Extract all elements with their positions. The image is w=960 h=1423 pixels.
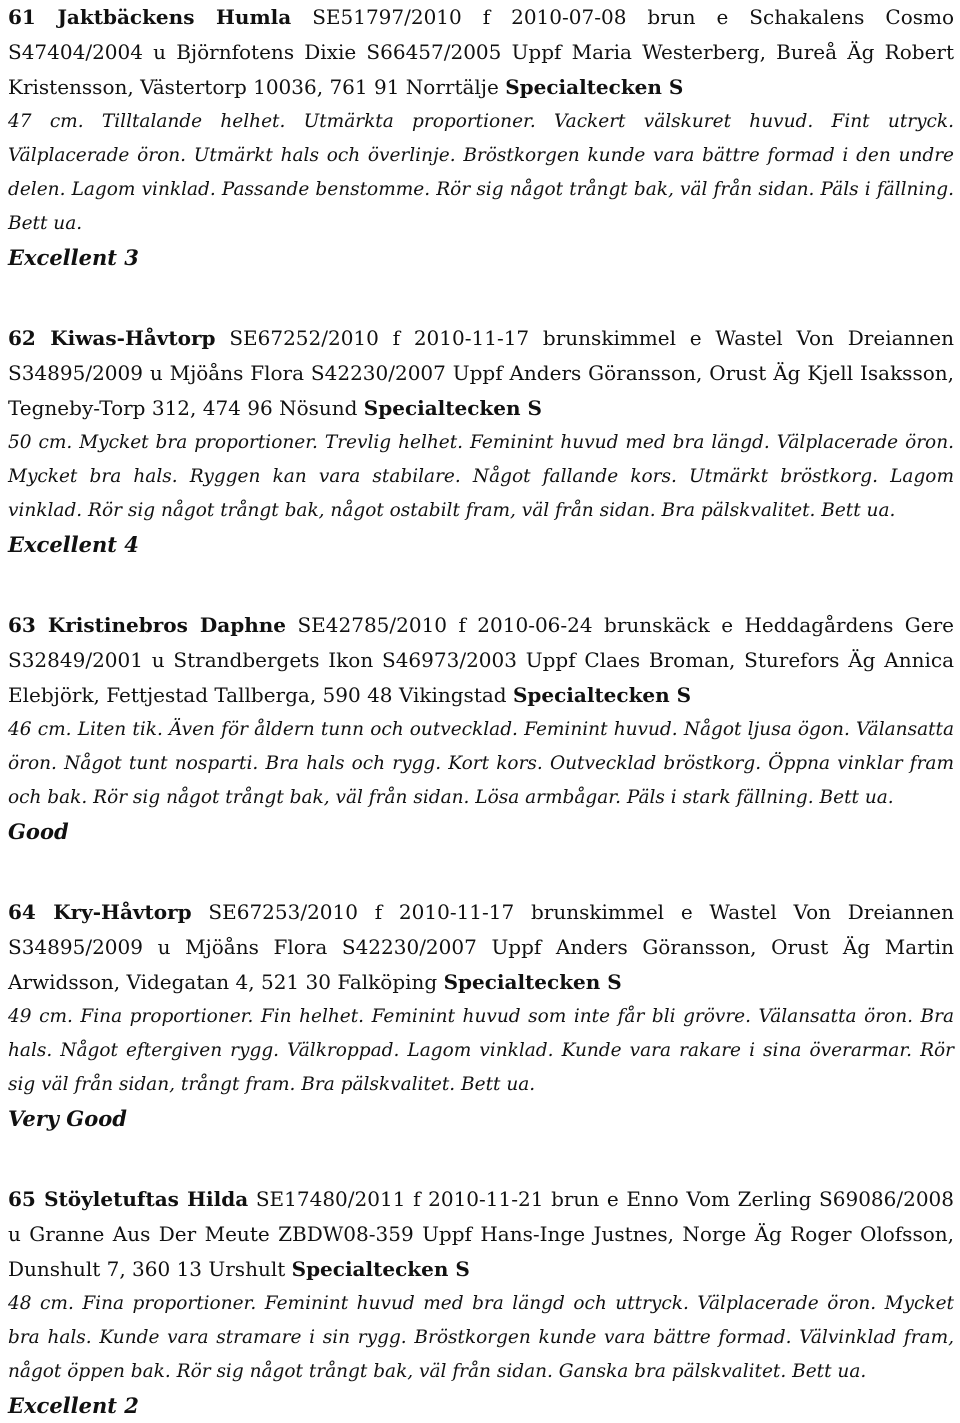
grade-label: Good — [8, 819, 69, 844]
grade-label: Excellent 3 — [8, 245, 139, 270]
catalog-number: 62 — [8, 326, 36, 350]
catalog-number: 61 — [8, 5, 36, 29]
entry-header — [8, 0, 954, 105]
dog-name: Jaktbäckens Humla — [57, 5, 292, 29]
special-mark: Specialtecken S — [443, 970, 622, 994]
critique-text: 48 cm. Fina proportioner. Feminint huvud med bra längd och uttryck. Välplacerade öron. Mycket bra hals. Kunde vara stramare i sin rygg. Bröstkorgen kunde vara bättre formad. Välvinklad fram, något öppen bak. Rör sig något trångt bak, väl från sidan. Ganska bra pälskvalitet. Bett ua. — [8, 1293, 954, 1382]
dog-name: Kry-Håvtorp — [53, 900, 192, 924]
critique-text: 46 cm. Liten tik. Även för åldern tunn och outvecklad. Feminint huvud. Något ljusa ögon. Välansatta öron. Något tunt nosparti. Bra hals och rygg. Kort kors. Outvecklad bröstkorg. Öppna vinklar fram och bak. Rör sig något trångt bak, väl från sidan. Lösa armbågar. Päls i stark fällning. Bett ua. — [8, 719, 954, 808]
registration-details: SE67253/2010 f 2010-11-17 brunskimmel e Wastel Von Dreiannen S34895/2009 u Mjöåns Flora S42230/2007 Uppf Anders Göransson, Orust Äg Martin Arwidsson, Videgatan 4, 521 30 Falköping — [8, 900, 955, 994]
critique-text: 49 cm. Fina proportioner. Fin helhet. Feminint huvud som inte får bli grövre. Välansatta öron. Bra hals. Något eftergiven rygg. Välkroppad. Lagom vinklad. Kunde vara rakare i sina överarmar. Rör sig väl från sidan, trångt fram. Bra pälskvalitet. Bett ua. — [8, 1006, 954, 1095]
dog-name: Kristinebros Daphne — [47, 613, 287, 637]
critique-text: 50 cm. Mycket bra proportioner. Trevlig helhet. Feminint huvud med bra längd. Välplacerade öron. Mycket bra hals. Ryggen kan vara stabilare. Något fallande kors. Utmärkt bröstkorg. Lagom vinklad. Rör sig något trångt bak, något ostabilt fram, väl från sidan. Bra pälskvalitet. Bett ua. — [8, 432, 954, 521]
entry-header — [8, 321, 954, 426]
grade-label: Excellent 2 — [8, 1393, 139, 1418]
dog-name: Kiwas-Håvtorp — [50, 326, 216, 350]
special-mark: Specialtecken S — [505, 75, 684, 99]
entry-header — [8, 608, 954, 713]
catalog-number: 64 — [8, 900, 36, 924]
grade-label: Excellent 4 — [8, 532, 139, 557]
entry-header — [8, 895, 954, 1000]
registration-details: SE67252/2010 f 2010-11-17 brunskimmel e Wastel Von Dreiannen S34895/2009 u Mjöåns Flora S42230/2007 Uppf Anders Göransson, Orust Äg Kjell Isaksson, Tegneby-Torp 312, 474 96 Nösund — [8, 326, 954, 420]
dog-entry — [8, 0, 954, 275]
dog-entry — [8, 321, 954, 562]
registration-details: SE17480/2011 f 2010-11-21 brun e Enno Vom Zerling S69086/2008 u Granne Aus Der Meute ZBDW08-359 Uppf Hans-Inge Justnes, Norge Äg Roger Olofsson, Dunshult 7, 360 13 Urshult — [8, 1187, 955, 1281]
registration-details: SE51797/2010 f 2010-07-08 brun e Schakalens Cosmo S47404/2004 u Björnfotens Dixie S66457/2005 Uppf Maria Westerberg, Bureå Äg Robert Kristensson, Västertorp 10036, 761 91 Norrtälje — [8, 5, 955, 99]
dog-entry — [8, 608, 954, 849]
dog-entry — [8, 895, 954, 1136]
registration-details: SE42785/2010 f 2010-06-24 brunskäck e Heddagårdens Gere S32849/2001 u Strandbergets Ikon S46973/2003 Uppf Claes Broman, Sturefors Äg Annica Elebjörk, Fettjestad Tallberga, 590 48 Vikingstad — [8, 613, 955, 707]
special-mark: Specialtecken S — [291, 1257, 470, 1281]
special-mark: Specialtecken S — [512, 683, 692, 707]
dog-entry — [8, 1182, 954, 1423]
special-mark: Specialtecken S — [363, 396, 542, 420]
dog-name: Stöyletuftas Hilda — [44, 1187, 249, 1211]
catalog-number: 65 — [8, 1187, 36, 1211]
grade-label: Very Good — [8, 1106, 127, 1131]
entry-header — [8, 1182, 954, 1287]
critique-text: 47 cm. Tilltalande helhet. Utmärkta proportioner. Vackert välskuret huvud. Fint utryck. Välplacerade öron. Utmärkt hals och överlinje. Bröstkorgen kunde vara bättre formad i den undre delen. Lagom vinklad. Passande benstomme. Rör sig något trångt bak, väl från sidan. Päls i fällning. Bett ua. — [8, 111, 954, 234]
catalog-number: 63 — [8, 613, 36, 637]
